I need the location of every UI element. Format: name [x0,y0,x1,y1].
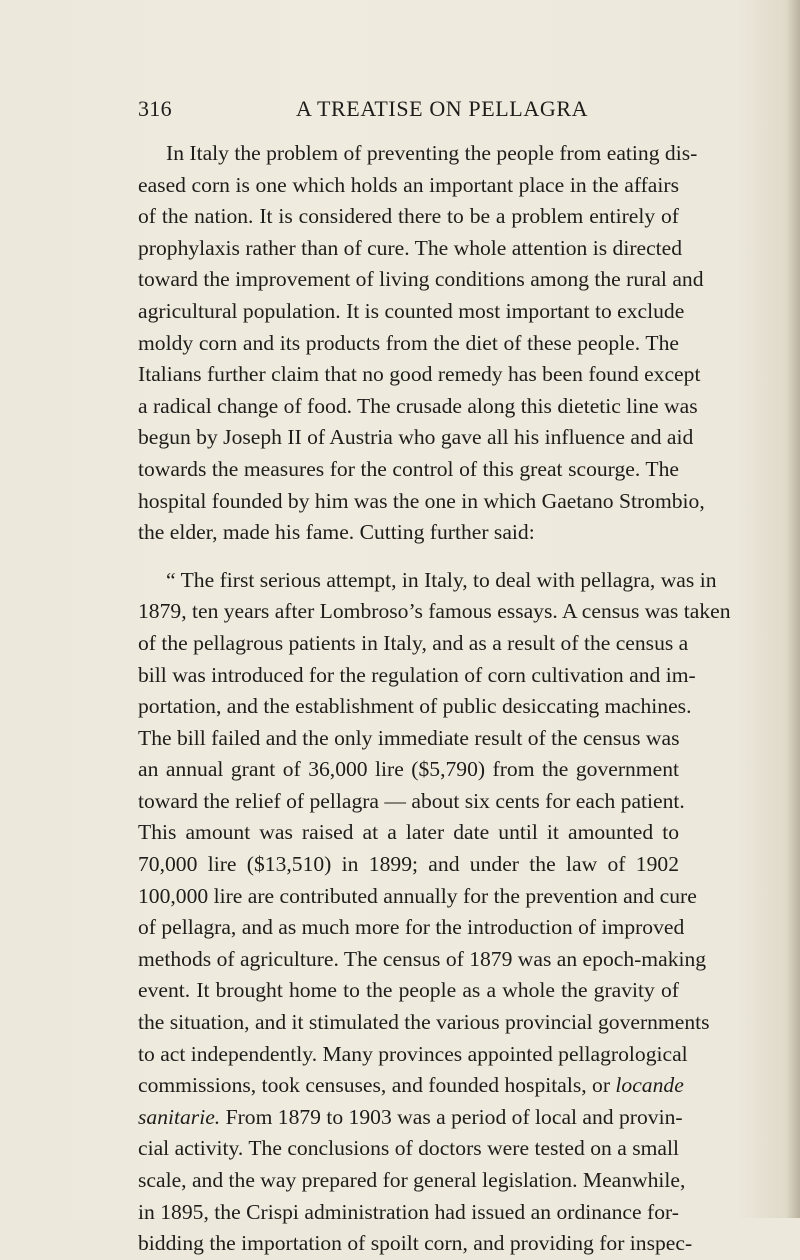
text-line: a radical change of food. The crusade along this dietetic line was [138,393,698,418]
text-line: 70,000 lire ($13,510) in 1899; and under the law of 1902 [138,852,679,877]
text-line: methods of agriculture. The census of 1879 was an epoch-making [138,946,707,971]
text-line: of pellagra, and as much more for the introduction of improved [138,915,685,940]
text-line: toward the improvement of living conditions among the rural and [138,267,704,292]
text-line: This amount was raised at a later date until it amounted to [138,820,679,845]
paragraph-1 [138,138,705,549]
text-line: the elder, made his fame. Cutting further said: [138,520,535,545]
text-line: Italians further claim that no good remedy has been found except [138,362,701,387]
text-line: 1879, ten years after Lombroso’s famous essays. A census was taken [138,599,731,624]
body-text [138,138,731,1260]
text-line: 100,000 lire are contributed annually for the prevention and cure [138,883,697,908]
running-title: A TREATISE ON PELLAGRA [296,96,589,121]
text-line: “ The first serious attempt, in Italy, to deal with pellagra, was in [166,567,717,592]
text-line: agricultural population. It is counted most important to exclude [138,298,685,323]
text-line: of the nation. It is considered there to be a problem entirely of [138,204,679,229]
text-line: The bill failed and the only immediate result of the census was [138,725,680,750]
text-line: portation, and the establishment of public desiccating machines. [138,694,692,719]
page-edge-shadow [786,0,800,1218]
text-line: towards the measures for the control of this great scourge. The [138,456,679,481]
text-line: prophylaxis rather than of cure. The whole attention is directed [138,235,683,260]
text-line: hospital founded by him was the one in which Gaetano Strombio, [138,488,705,513]
running-head [138,96,678,126]
text-line: moldy corn and its products from the diet of these people. The [138,330,679,355]
text-line [138,1070,684,1102]
text-line: In Italy the problem of preventing the people from eating dis- [166,141,698,165]
text-line: bidding the importation of spoilt corn, and providing for inspec- [138,1231,693,1256]
text-line: eased corn is one which holds an important place in the affairs [138,172,679,197]
text-line: toward the relief of pellagra — about six cents for each patient. [138,788,685,813]
text-line: of the pellagrous patients in Italy, and as a result of the census a [138,630,689,655]
paragraph-2-quotation [138,565,731,1260]
text-line: begun by Joseph II of Austria who gave all his influence and aid [138,425,694,450]
text-line [138,1102,683,1134]
text-line: an annual grant of 36,000 lire ($5,790) from the government [138,757,679,782]
text-line: to act independently. Many provinces appointed pellagrological [138,1041,688,1066]
text-line: the situation, and it stimulated the various provincial governments [138,1010,710,1035]
text-fragment: From 1879 to 1903 was a period of local and provin- [220,1104,683,1129]
italic-term: locande [615,1073,684,1098]
page-number: 316 [138,96,172,121]
italic-term: sanitarie. [138,1104,221,1129]
paragraph-spacer [138,549,679,565]
text-fragment: commissions, took censuses, and founded hospitals, or [138,1073,611,1098]
text-line: bill was introduced for the regulation of corn cultivation and im- [138,662,696,687]
text-line: scale, and the way prepared for general legislation. Meanwhile, [138,1168,686,1192]
text-line: event. It brought home to the people as a whole the gravity of [138,978,679,1003]
text-line: cial activity. The conclusions of doctors were tested on a small [138,1136,679,1161]
text-line: in 1895, the Crispi administration had issued an ordinance for- [138,1199,679,1224]
